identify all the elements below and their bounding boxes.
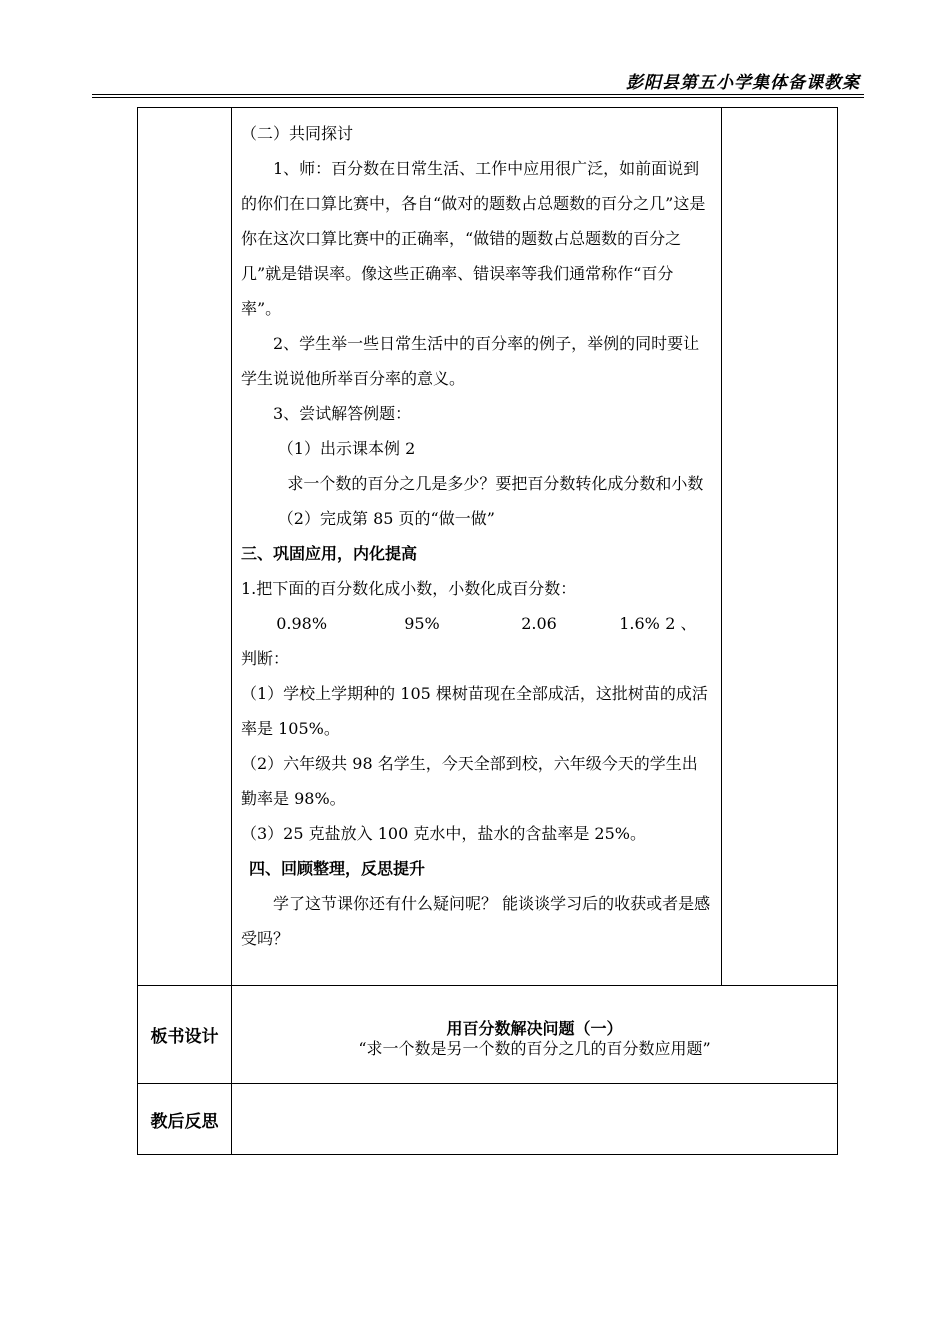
header-rule [92,94,864,95]
board-row [138,986,838,1084]
reflection-row [138,1084,838,1155]
board-title: 用百分数解决问题（一） [446,1018,623,1038]
right-cell [722,108,838,986]
paragraph-6: （2）完成第 85 页的“做一做” [277,509,495,528]
judge-label: 判断： [241,649,290,668]
paragraph-5: 求一个数的百分之几是多少？要把百分数转化成分数和小数 [287,474,704,493]
exercise-1: 1.把下面的百分数化成小数，小数化成百分数： [241,579,577,598]
judge-item-3: （3）25 克盐放入 100 克水中，盐水的含盐率是 25%。 [241,824,646,843]
section-3-heading: 三、巩固应用，内化提高 [241,544,418,563]
reflection-content[interactable] [232,1084,838,1155]
header-rule-double [92,97,864,98]
number-item: 1.6% [619,614,660,633]
paragraph-2: 2、学生举一些日常生活中的百分率的例子，举例的同时要让学生说说他所举百分率的意义。 [241,334,700,388]
number-row [241,606,713,641]
paragraph-1: 1、师：百分数在日常生活、工作中应用很广泛，如前面说到的你们在口算比赛中，各自“做对的题数占总题数的百分之几”这是你在这次口算比赛中的正确率，“做错的题数占总题数的百分之几”就是错误率。像这些正确率、错误率等我们通常称作“百分率”。 [241,159,706,318]
number-item: 95% [404,614,440,633]
board-content [232,986,838,1084]
paragraph-4: （1）出示课本例 2 [277,439,416,458]
section-4-heading: 四、回顾整理，反思提升 [249,859,426,878]
left-cell [138,108,232,986]
number-item: 0.98% [276,614,328,633]
lesson-plan-table [137,107,838,1155]
board-subtitle: “求一个数是另一个数的百分之几的百分数应用题” [358,1038,711,1058]
board-label: 板书设计 [138,986,232,1084]
content-cell [232,108,722,986]
reflection-label: 教后反思 [138,1084,232,1155]
subheading: （二）共同探讨 [241,124,354,143]
content-row [138,108,838,986]
paragraph-7: 学了这节课你还有什么疑问呢？ 能谈谈学习后的收获或者是感受吗？ [241,894,711,948]
judge-item-1: （1）学校上学期种的 105 棵树苗现在全部成活，这批树苗的成活率是 105%。 [241,684,708,738]
number-item: 2.06 [521,614,557,633]
header-title: 彭阳县第五小学集体备课教案 [626,73,860,93]
number-item: 2 、 [665,614,697,633]
paragraph-3: 3、尝试解答例题： [273,404,412,423]
judge-item-2: （2）六年级共 98 名学生，今天全部到校，六年级今天的学生出勤率是 98%。 [241,754,698,808]
